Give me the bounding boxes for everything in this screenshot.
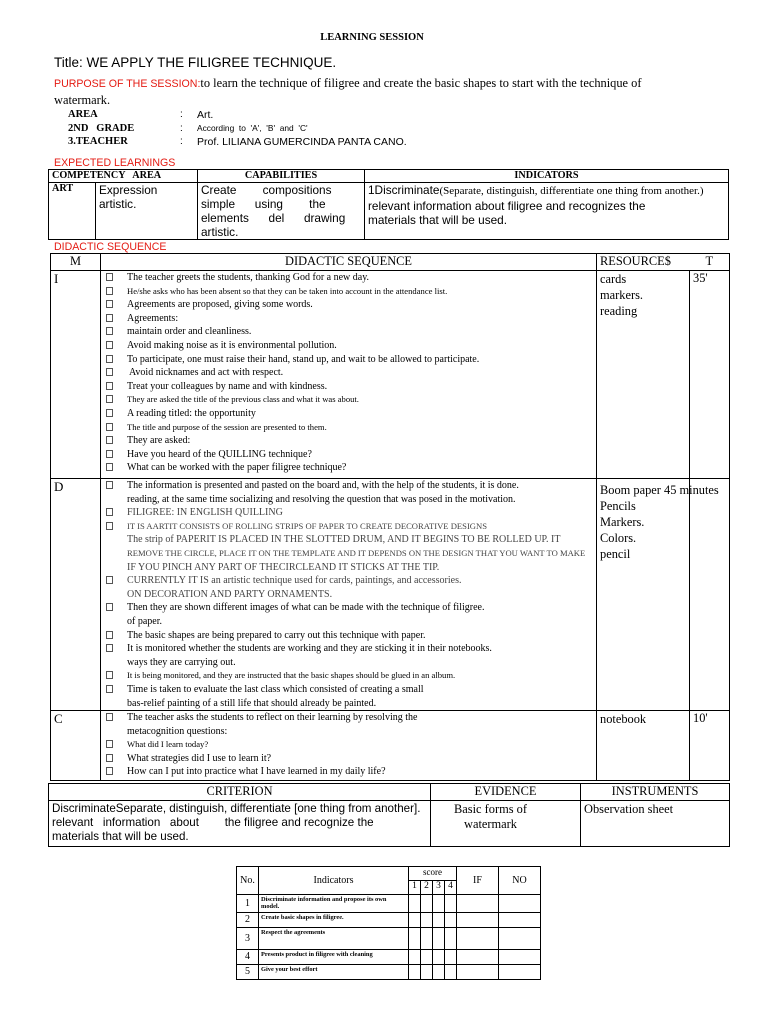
resource-item: reading (600, 304, 638, 318)
col-score: score (409, 867, 457, 881)
sequence-item-text: metacognition questions: (127, 725, 228, 737)
resources-development (597, 479, 719, 711)
resource-item: Boom paper 45 minutes (600, 483, 719, 497)
checklist-indicator: Discriminate information and propose its own model. (259, 895, 409, 913)
evidence-cell: Basic forms of watermark (431, 801, 581, 847)
checklist-number: 3 (237, 927, 259, 949)
info-grade: 2ND GRADE : According to 'A', 'B' and 'C' (68, 122, 308, 134)
sequence-item (104, 421, 593, 435)
checkbox-bullet-icon (106, 287, 113, 295)
criterion-cell: DiscriminateSeparate, distinguish, differentiate [one thing from another]. relevant information about the filigree and recognize the materials that will be used. (49, 801, 431, 847)
checklist-empty-cell (409, 912, 421, 927)
sequence-item (104, 642, 593, 656)
checkbox-bullet-icon (106, 450, 113, 458)
sequence-item (104, 339, 593, 353)
checklist-indicator: Presents product in filigree with cleaning (259, 949, 409, 964)
sequence-item-text: The basic shapes are being prepared to carry out this technique with paper. (127, 629, 426, 641)
checklist-empty-cell (445, 927, 457, 949)
resources-start (597, 271, 690, 479)
checkbox-bullet-icon (106, 671, 113, 679)
resources-closing (597, 711, 690, 781)
sequence-item (104, 312, 593, 326)
sequence-item-text: ways they are carrying out. (127, 656, 236, 668)
sequence-item-text: What can be worked with the paper filigree technique? (127, 462, 347, 474)
col-m: M (51, 254, 101, 271)
sequence-item (104, 298, 593, 312)
expected-learnings-label: EXPECTED LEARNINGS (54, 157, 176, 169)
purpose-text: to learn the technique of filigree and create the basic shapes to start with the technique of (200, 76, 642, 90)
sequence-item (104, 325, 593, 339)
sequence-closing (101, 711, 597, 781)
checkbox-bullet-icon (106, 603, 113, 611)
checkbox-bullet-icon (106, 713, 113, 721)
sequence-item (104, 520, 593, 534)
checklist-empty-cell (433, 949, 445, 964)
session-info (68, 108, 668, 149)
checklist-number: 2 (237, 912, 259, 927)
checkbox-bullet-icon (106, 522, 113, 530)
checklist-row (237, 927, 541, 949)
checklist-row (237, 912, 541, 927)
checkbox-bullet-icon (106, 754, 113, 762)
sequence-item (104, 393, 593, 407)
sequence-item-text: bas-relief painting of a still life that should already be painted. (127, 697, 377, 709)
resource-item: cards (600, 272, 627, 286)
moment-start: I (51, 271, 101, 479)
sequence-item-text: How can I put into practice what I have learned in my daily life? (127, 766, 386, 778)
checklist-empty-cell (499, 927, 541, 949)
checkbox-bullet-icon (106, 368, 113, 376)
col-time: T (690, 254, 730, 271)
sequence-item (104, 380, 593, 394)
purpose-label: PURPOSE OF THE SESSION: (54, 78, 201, 90)
sequence-item-text: REMOVE THE CIRCLE, PLACE IT ON THE TEMPLATE AND IT DEPENDS ON THE DESIGN THAT YOU WANT TO MAKE (127, 547, 586, 558)
score-col-4: 4 (445, 881, 457, 895)
checkbox-bullet-icon (106, 740, 113, 748)
checklist-empty-cell (433, 895, 445, 913)
col-no-answer: NO (499, 867, 541, 895)
sequence-item-text: Agreements: (127, 312, 179, 324)
sequence-item (104, 561, 593, 575)
indicators-cell: 1Discriminate(Separate, distinguish, differentiate one thing from another.) relevant information about filigree and recognizes the materials that will be used. (365, 183, 729, 240)
checkbox-bullet-icon (106, 644, 113, 652)
sequence-item-text: Treat your colleagues by name and with kindness. (127, 380, 328, 392)
sequence-item-text: CURRENTLY IT IS an artistic technique used for cards, paintings, and accessories. (127, 575, 462, 587)
checkbox-bullet-icon (106, 463, 113, 471)
checklist-empty-cell (421, 964, 433, 979)
sequence-item-text: Time is taken to evaluate the last class which consisted of creating a small (127, 683, 424, 695)
checklist-empty-cell (457, 912, 499, 927)
sequence-item (104, 669, 593, 683)
sequence-item (104, 765, 593, 779)
expected-learnings-table (48, 169, 729, 240)
resource-item: Markers. (600, 515, 645, 529)
col-capabilities: CAPABILITIES (198, 170, 365, 183)
checklist-row (237, 964, 541, 979)
sequence-item (104, 615, 593, 629)
sequence-item-text: maintain order and cleanliness. (127, 326, 252, 338)
checklist-empty-cell (421, 912, 433, 927)
checklist-empty-cell (445, 895, 457, 913)
checklist-number: 5 (237, 964, 259, 979)
resource-item: pencil (600, 547, 631, 561)
checkbox-bullet-icon (106, 327, 113, 335)
checkbox-bullet-icon (106, 685, 113, 693)
sequence-item-text: IT IS AARTIT CONSISTS OF ROLLING STRIPS OF PAPER TO CREATE DECORATIVE DESIGNS (127, 520, 487, 531)
sequence-development (101, 479, 597, 711)
sequence-item-text: reading, at the same time socializing and resolving the question that was posed in the motivation. (127, 493, 516, 505)
sequence-item (104, 407, 593, 421)
sequence-item-text: Avoid making noise as it is environmental pollution. (127, 339, 337, 351)
checklist-empty-cell (409, 964, 421, 979)
checklist-empty-cell (409, 927, 421, 949)
purpose (54, 76, 744, 108)
moment-development: D (51, 479, 101, 711)
checkbox-bullet-icon (106, 508, 113, 516)
checkbox-bullet-icon (106, 355, 113, 363)
checkbox-bullet-icon (106, 341, 113, 349)
col-if: IF (457, 867, 499, 895)
title-text: WE APPLY THE FILIGREE TECHNIQUE. (86, 55, 337, 70)
checklist-empty-cell (457, 964, 499, 979)
checkbox-bullet-icon (106, 576, 113, 584)
sequence-item-text: The title and purpose of the session are presented to them. (127, 421, 327, 432)
sequence-item (104, 697, 593, 711)
checklist-empty-cell (409, 895, 421, 913)
sequence-item (104, 353, 593, 367)
sequence-item (104, 588, 593, 602)
checklist-empty-cell (445, 949, 457, 964)
checklist-empty-cell (445, 912, 457, 927)
sequence-item (104, 752, 593, 766)
checklist-number: 1 (237, 895, 259, 913)
time-closing: 10' (690, 711, 730, 781)
sequence-item-text: They are asked the title of the previous class and what it was about. (127, 394, 359, 405)
sequence-item (104, 738, 593, 752)
sequence-item (104, 547, 593, 561)
sequence-item-text: ON DECORATION AND PARTY ORNAMENTS. (127, 588, 333, 600)
checklist-row (237, 895, 541, 913)
col-criterion: CRITERION (49, 784, 431, 801)
checklist-empty-cell (433, 927, 445, 949)
sequence-item (104, 683, 593, 697)
purpose-cont: watermark. (54, 92, 111, 107)
checklist-empty-cell (433, 964, 445, 979)
sequence-item (104, 574, 593, 588)
sequence-item (104, 448, 593, 462)
score-col-3: 3 (433, 881, 445, 895)
sequence-item-text: Agreements are proposed, giving some words. (127, 299, 313, 311)
col-checklist-indicators: Indicators (259, 867, 409, 895)
sequence-item (104, 656, 593, 670)
sequence-item-text: IF YOU PINCH ANY PART OF THECIRCLEAND IT STICKS AT THE TIP. (127, 561, 440, 573)
col-competency-area: COMPETENCY AREA (49, 170, 198, 183)
checklist-empty-cell (457, 895, 499, 913)
sequence-start (101, 271, 597, 479)
didactic-sequence-table (50, 253, 730, 781)
sequence-item (104, 711, 593, 725)
competency-cell: Expression artistic. (96, 183, 198, 240)
checklist-number: 4 (237, 949, 259, 964)
sequence-item-text: of paper. (127, 615, 162, 627)
col-no: No. (237, 867, 259, 895)
time-development (690, 479, 730, 711)
col-indicators: INDICATORS (365, 170, 729, 183)
checkbox-bullet-icon (106, 436, 113, 444)
score-col-1: 1 (409, 881, 421, 895)
sequence-item (104, 493, 593, 507)
checklist-empty-cell (421, 927, 433, 949)
checklist-empty-cell (499, 912, 541, 927)
checklist-empty-cell (421, 895, 433, 913)
sequence-item (104, 533, 593, 547)
col-evidence: EVIDENCE (431, 784, 581, 801)
checklist-indicator: Respect the agreements (259, 927, 409, 949)
instrument-cell: Observation sheet (581, 801, 730, 847)
sequence-item (104, 285, 593, 299)
sequence-item-text: Then they are shown different images of what can be made with the technique of filigree. (127, 602, 485, 614)
checkbox-bullet-icon (106, 273, 113, 281)
checklist-empty-cell (445, 964, 457, 979)
checkbox-bullet-icon (106, 423, 113, 431)
area-cell: ART (49, 183, 96, 240)
checklist-indicator: Give your best effort (259, 964, 409, 979)
checklist-table (236, 866, 541, 980)
sequence-item (104, 629, 593, 643)
sequence-item (104, 479, 593, 493)
resource-item: markers. (600, 288, 644, 302)
col-instruments: INSTRUMENTS (581, 784, 730, 801)
capabilities-cell: Create compositions simple using the elements del drawing artistic. (198, 183, 365, 240)
time-start: 35' (690, 271, 730, 479)
session-title (54, 55, 336, 70)
sequence-item-text: What strategies did I use to learn it? (127, 752, 272, 764)
checklist-empty-cell (433, 912, 445, 927)
sequence-item (104, 461, 593, 475)
info-area: AREA : Art. (68, 108, 214, 121)
session-header: LEARNING SESSION (320, 32, 424, 43)
resource-item: notebook (600, 712, 647, 727)
title-label: Title: (54, 55, 83, 70)
checkbox-bullet-icon (106, 767, 113, 775)
resource-item: Pencils (600, 499, 636, 513)
checklist-empty-cell (457, 949, 499, 964)
sequence-item-text: He/she asks who has been absent so that they can be taken into account in the attendance list. (127, 285, 448, 296)
checkbox-bullet-icon (106, 314, 113, 322)
sequence-item-text: The teacher greets the students, thanking God for a new day. (127, 272, 370, 283)
col-didactic-sequence: DIDACTIC SEQUENCE (101, 254, 597, 271)
score-col-2: 2 (421, 881, 433, 895)
sequence-item-text: They are asked: (127, 435, 191, 447)
sequence-item (104, 725, 593, 739)
checklist-empty-cell (499, 895, 541, 913)
sequence-item-text: Avoid nicknames and act with respect. (127, 367, 284, 379)
checklist-row (237, 949, 541, 964)
resource-item: Colors. (600, 531, 637, 545)
evaluation-table (48, 783, 730, 847)
checklist-empty-cell (457, 927, 499, 949)
checkbox-bullet-icon (106, 631, 113, 639)
checkbox-bullet-icon (106, 409, 113, 417)
checklist-indicator: Create basic shapes in filigree. (259, 912, 409, 927)
moment-closing: C (51, 711, 101, 781)
sequence-item (104, 506, 593, 520)
sequence-item (104, 601, 593, 615)
didactic-sequence-label: DIDACTIC SEQUENCE (54, 241, 167, 253)
checkbox-bullet-icon (106, 300, 113, 308)
checkbox-bullet-icon (106, 481, 113, 489)
sequence-item (104, 271, 593, 285)
sequence-item-text: FILIGREE: IN ENGLISH QUILLING (127, 507, 283, 519)
col-resources: RESOURCE$ (597, 254, 690, 271)
sequence-item (104, 366, 593, 380)
checkbox-bullet-icon (106, 395, 113, 403)
sequence-item-text: It is being monitored, and they are instructed that the basic shapes should be glued in an album. (127, 670, 456, 681)
sequence-item-text: A reading titled: the opportunity (127, 407, 256, 419)
info-teacher: 3.TEACHER : Prof. LILIANA GUMERCINDA PANTA CANO. (68, 135, 407, 148)
sequence-item-text: What did I learn today? (127, 739, 209, 750)
checklist-empty-cell (421, 949, 433, 964)
sequence-item-text: Have you heard of the QUILLING technique? (127, 448, 312, 460)
checklist-empty-cell (499, 964, 541, 979)
sequence-item (104, 434, 593, 448)
checkbox-bullet-icon (106, 382, 113, 390)
sequence-item-text: The information is presented and pasted on the board and, with the help of the students, it is done. (127, 480, 519, 491)
checklist-empty-cell (499, 949, 541, 964)
sequence-item-text: The strip of PAPERIT IS PLACED IN THE SLOTTED DRUM, AND IT BEGINS TO BE ROLLED UP. IT (127, 534, 561, 546)
checklist-empty-cell (409, 949, 421, 964)
sequence-item-text: It is monitored whether the students are working and they are sticking it in their notebooks. (127, 643, 492, 655)
sequence-item-text: To participate, one must raise their hand, stand up, and wait to be allowed to participate. (127, 353, 480, 365)
sequence-item-text: The teacher asks the students to reflect on their learning by resolving the (127, 712, 418, 724)
